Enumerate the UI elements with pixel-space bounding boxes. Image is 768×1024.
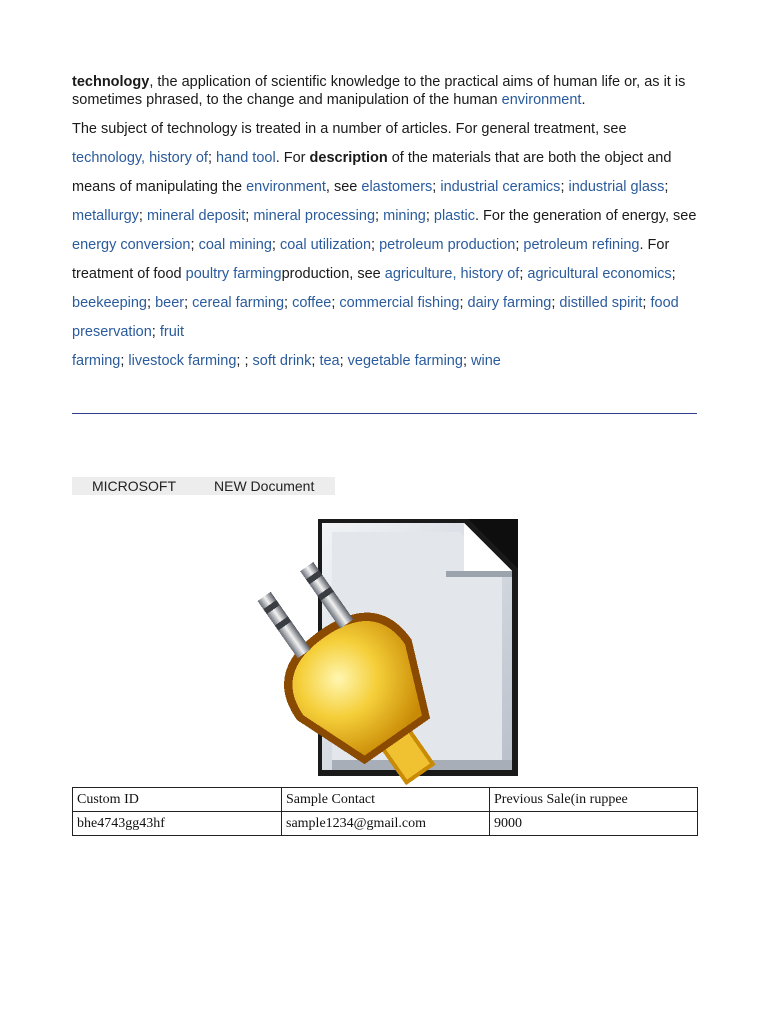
text-segment: The subject of technology is treated in a number of articles. For general treatment, see	[72, 121, 627, 137]
separator: ;	[339, 353, 348, 369]
link-dairy-farming[interactable]: dairy farming	[467, 295, 552, 311]
link-livestock-farming[interactable]: livestock farming	[128, 353, 237, 369]
new-document-label: NEW Document	[214, 478, 315, 494]
section-divider	[72, 413, 697, 414]
separator: ;	[671, 266, 676, 282]
link-energy-conversion[interactable]: energy conversion	[72, 237, 191, 253]
header-sample-contact: Sample Contact	[282, 788, 490, 812]
link-mineral-deposit[interactable]: mineral deposit	[146, 208, 246, 224]
separator: ;	[375, 208, 384, 224]
link-agriculture-history[interactable]: agriculture, history of	[384, 266, 520, 282]
link-mining[interactable]: mining	[383, 208, 426, 224]
text-segment: . For treatment of food	[72, 237, 670, 282]
header-custom-id: Custom ID	[73, 788, 282, 812]
link-technology-history[interactable]: technology, history of	[72, 150, 208, 166]
link-petroleum-production[interactable]: petroleum production	[379, 237, 516, 253]
separator: ;	[642, 295, 651, 311]
contact-table	[72, 787, 698, 836]
cell-custom-id: bhe4743gg43hf	[73, 812, 282, 836]
header-previous-sale: Previous Sale(in ruppee	[490, 788, 698, 812]
link-beer[interactable]: beer	[155, 295, 185, 311]
link-beekeeping[interactable]: beekeeping	[72, 295, 147, 311]
text-segment: , see	[325, 179, 362, 195]
text-segment: . For the generation of energy, see	[475, 208, 697, 224]
link-cereal-farming[interactable]: cereal farming	[192, 295, 285, 311]
separator: ;	[425, 208, 434, 224]
separator: ;	[284, 295, 293, 311]
link-coal-utilization[interactable]: coal utilization	[279, 237, 372, 253]
separator: ;	[245, 208, 254, 224]
separator: ;	[515, 237, 524, 253]
separator: ; ;	[236, 353, 253, 369]
link-soft-drink[interactable]: soft drink	[252, 353, 312, 369]
link-environment[interactable]: environment	[246, 179, 326, 195]
link-mineral-processing[interactable]: mineral processing	[253, 208, 376, 224]
period: .	[581, 92, 586, 108]
link-elastomers[interactable]: elastomers	[361, 179, 433, 195]
link-coffee[interactable]: coffee	[292, 295, 332, 311]
text-segment: . For	[275, 150, 310, 166]
separator: ;	[138, 208, 147, 224]
body-paragraph	[72, 115, 698, 376]
table-header-row	[73, 788, 698, 812]
link-hand-tool[interactable]: hand tool	[216, 150, 276, 166]
separator: ;	[120, 353, 129, 369]
link-agricultural-economics[interactable]: agricultural economics	[527, 266, 672, 282]
intro-paragraph	[72, 73, 698, 109]
separator: ;	[147, 295, 156, 311]
separator: ;	[560, 179, 569, 195]
separator: ;	[151, 324, 160, 340]
link-farming[interactable]: farming	[72, 353, 121, 369]
link-petroleum-refining[interactable]: petroleum refining	[523, 237, 640, 253]
link-wine[interactable]: wine	[471, 353, 501, 369]
separator: ;	[664, 179, 669, 195]
microsoft-bar	[72, 477, 335, 495]
link-environment-intro[interactable]: environment	[501, 92, 582, 108]
link-tea[interactable]: tea	[319, 353, 340, 369]
text-segment: of the materials that are both the object and means of manipulating the	[72, 150, 672, 195]
definition-text: , the application of scientific knowledge to the practical aims of human life or, as it is sometimes phrased, to the change and manipulation of the human	[72, 74, 686, 108]
microsoft-label: MICROSOFT	[92, 478, 176, 494]
link-metallurgy[interactable]: metallurgy	[72, 208, 139, 224]
link-commercial-fishing[interactable]: commercial fishing	[339, 295, 460, 311]
separator: ;	[519, 266, 528, 282]
link-poultry-farming[interactable]: poultry farming	[185, 266, 282, 282]
text-segment: production, see	[281, 266, 385, 282]
term-technology: technology	[72, 74, 150, 90]
separator: ;	[331, 295, 340, 311]
separator: ;	[311, 353, 320, 369]
link-industrial-ceramics[interactable]: industrial ceramics	[440, 179, 561, 195]
link-coal-mining[interactable]: coal mining	[198, 237, 272, 253]
link-fruit[interactable]: fruit	[159, 324, 185, 340]
link-vegetable-farming[interactable]: vegetable farming	[347, 353, 463, 369]
separator: ;	[190, 237, 199, 253]
cell-previous-sale: 9000	[490, 812, 698, 836]
article-text	[72, 73, 698, 376]
separator: ;	[371, 237, 380, 253]
separator: ;	[459, 295, 468, 311]
separator: ;	[551, 295, 560, 311]
cell-sample-contact: sample1234@gmail.com	[282, 812, 490, 836]
table-row	[73, 812, 698, 836]
separator: ;	[184, 295, 193, 311]
separator: ;	[432, 179, 441, 195]
plugin-document-icon	[250, 518, 520, 786]
link-food-preservation[interactable]: food preservation	[72, 295, 679, 340]
link-distilled-spirit[interactable]: distilled spirit	[559, 295, 643, 311]
term-description: description	[309, 150, 388, 166]
link-plastic[interactable]: plastic	[433, 208, 475, 224]
link-industrial-glass[interactable]: industrial glass	[568, 179, 665, 195]
separator: ;	[271, 237, 280, 253]
separator: ;	[207, 150, 217, 166]
separator: ;	[462, 353, 471, 369]
